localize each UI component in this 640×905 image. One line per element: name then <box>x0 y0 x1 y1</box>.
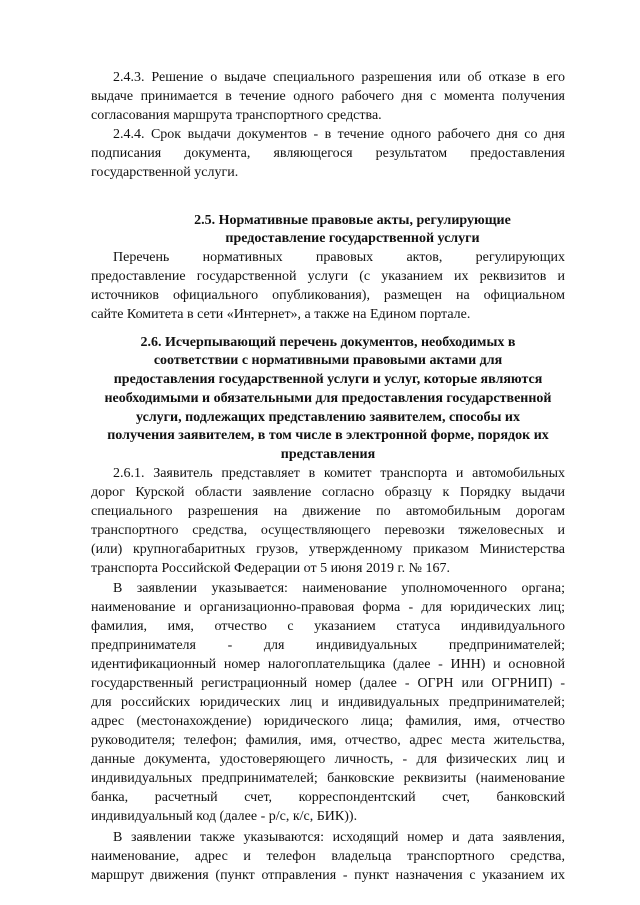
s26-p2-line-10: данные документа, удостоверяющего личность, - для физических лиц и <box>91 752 565 767</box>
s26-heading-line-2: соответствии с нормативными правовыми актами для <box>153 353 503 368</box>
s24-line-4: 2.4.4. Срок выдачи документов - в течение одного рабочего дня со дня <box>113 127 565 142</box>
s25-heading-line-1: 2.5. Нормативные правовые акты, регулирующие <box>194 213 511 228</box>
s25-line-2: предоставление государственной услуги (с указанием их реквизитов и <box>91 269 565 284</box>
s25-line-4: сайте Комитета в сети «Интернет», а также на Едином портале. <box>91 307 471 322</box>
s26-p2-line-12: банка, расчетный счет, корреспондентский счет, банковский <box>91 790 565 805</box>
s26-p2-line-1: В заявлении указывается: наименование уполномоченного органа; <box>113 581 565 596</box>
s25-line-1: Перечень нормативных правовых актов, регулирующих <box>113 250 565 265</box>
s26-heading-line-7: представления <box>280 447 376 462</box>
s26-p3-line-1: В заявлении также указываются: исходящий номер и дата заявления, <box>113 830 565 845</box>
s26-p2-line-4: предпринимателя - для индивидуальных предпринимателей; <box>91 638 565 653</box>
s26-p2-line-6: государственный регистрационный номер (далее - ОГРН или ОГРНИП) - <box>91 676 565 691</box>
s26-p1-line-6: транспорта Российской Федерации от 5 июня 2019 г. № 167. <box>91 561 450 576</box>
s24-line-6: государственной услуги. <box>91 165 239 180</box>
s26-p1-line-4: транспортного средства, осуществляющего перевозки тяжеловесных и <box>91 523 565 538</box>
s26-p1-line-1: 2.6.1. Заявитель представляет в комитет транспорта и автомобильных <box>113 466 565 481</box>
s26-p2-line-2: наименование и организационно-правовая форма - для юридических лиц; <box>91 600 565 615</box>
s24-line-1: 2.4.3. Решение о выдаче специального разрешения или об отказе в его <box>113 70 565 85</box>
s26-p2-line-5: идентификационный номер налогоплательщика (далее - ИНН) и основной <box>91 657 565 672</box>
s26-p2-line-11: индивидуальных предпринимателей; банковские реквизиты (наименование <box>91 771 565 786</box>
s24-line-3: согласования маршрута транспортного средства. <box>91 108 382 123</box>
s26-heading-line-6: получения заявителем, в том числе в электронной форме, порядок их <box>107 428 549 443</box>
s26-p2-line-7: для российских юридических лиц и индивидуальных предпринимателей; <box>91 695 565 710</box>
s26-heading-line-5: услуги, подлежащих представлению заявителем, способы их <box>136 410 520 425</box>
s25-heading-line-2: предоставление государственной услуги <box>225 231 480 246</box>
s26-p3-line-3: маршрут движения (пункт отправления - пункт назначения с указанием их <box>91 868 565 883</box>
s26-p2-line-3: фамилия, имя, отчество с указанием статуса индивидуального <box>91 619 565 634</box>
s24-line-5: подписания документа, являющегося результатом предоставления <box>91 146 565 161</box>
s26-heading-line-4: необходимыми и обязательными для предоставления государственной <box>104 391 552 406</box>
s24-line-2: выдаче принимается в течение одного рабочего дня с момента получения <box>91 89 565 104</box>
s26-p1-line-2: дорог Курской области заявление согласно образцу к Порядку выдачи <box>91 485 565 500</box>
s26-p3-line-2: наименование, адрес и телефон владельца транспортного средства, <box>91 849 565 864</box>
s26-heading-line-1: 2.6. Исчерпывающий перечень документов, необходимых в <box>140 335 516 350</box>
s25-line-3: источников официального опубликования), размещен на официальном <box>91 288 565 303</box>
s26-p2-line-13: индивидуальный код (далее - р/с, к/с, БИК)). <box>91 809 358 824</box>
s26-heading-line-3: предоставления государственной услуги и услуг, которые являются <box>113 372 543 387</box>
s26-p2-line-8: адрес (местонахождение) юридического лица; фамилия, имя, отчество <box>91 714 565 729</box>
s26-p1-line-3: специального разрешения на движение по автомобильным дорогам <box>91 504 565 519</box>
s26-p2-line-9: руководителя; телефон; фамилия, имя, отчество, адрес места жительства, <box>91 733 565 748</box>
s26-p1-line-5: (или) крупногабаритных грузов, утвержденному приказом Министерства <box>91 542 565 557</box>
